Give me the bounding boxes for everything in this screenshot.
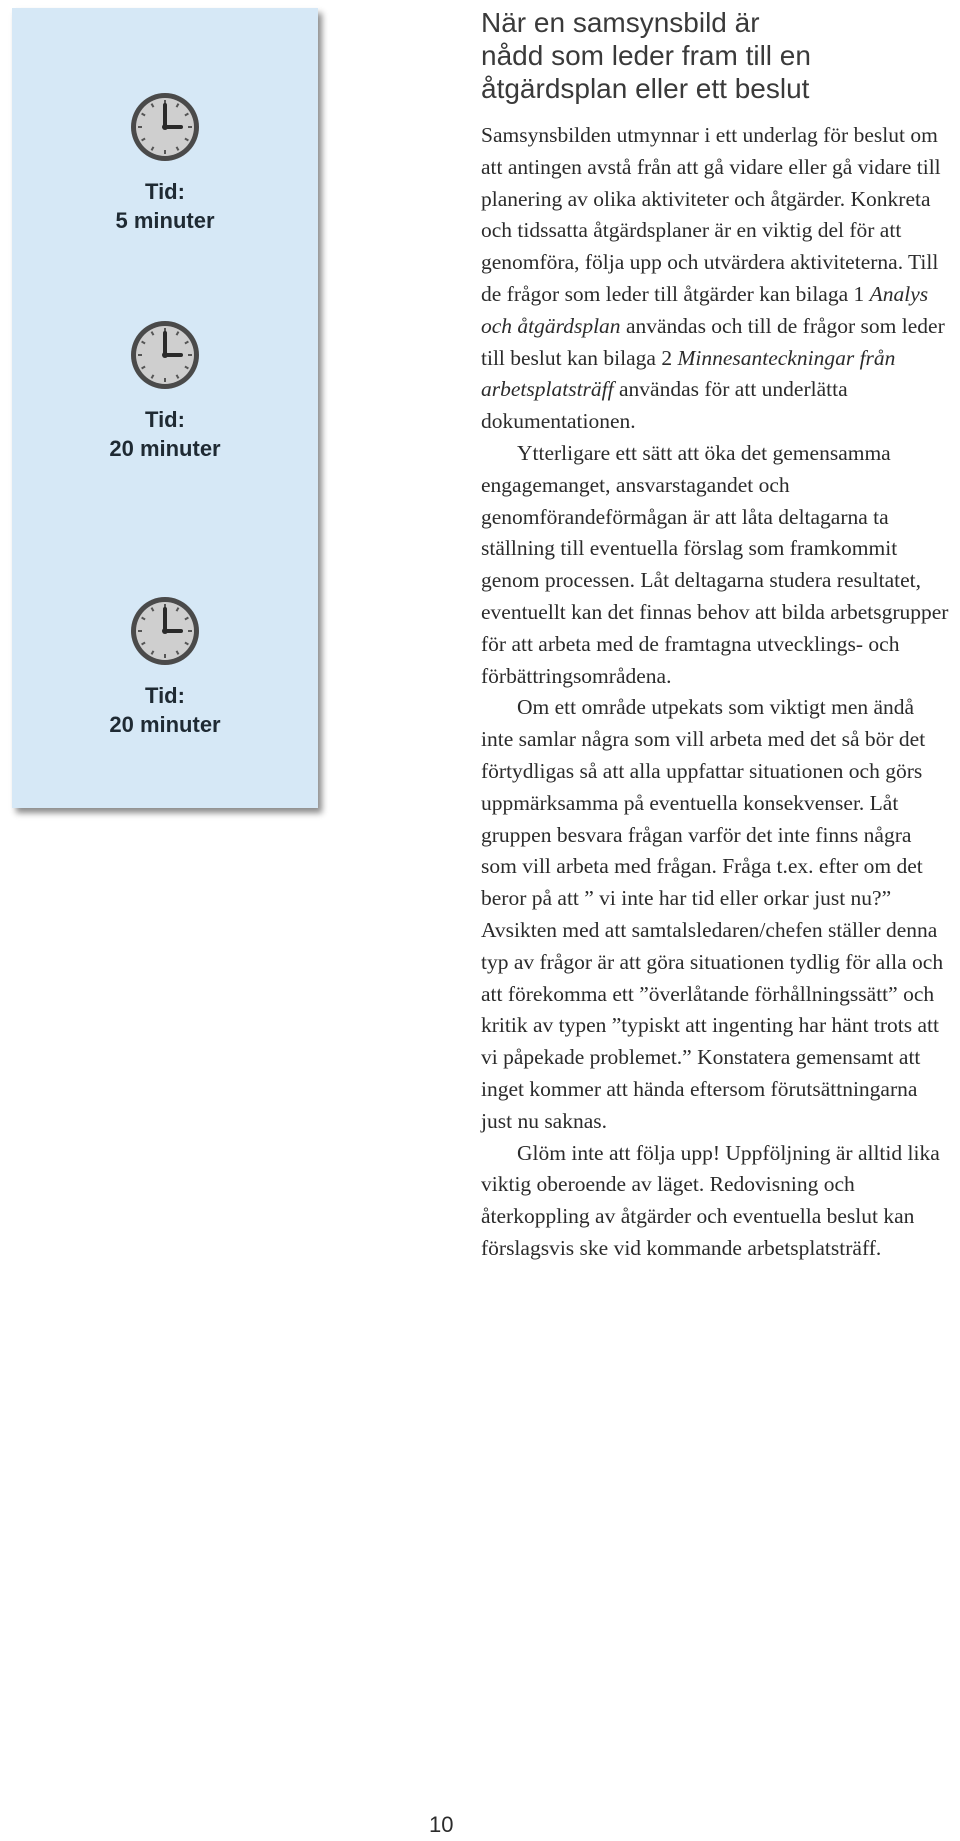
paragraph-1-text-a: Samsynsbilden utmynnar i ett underlag för beslut om att antingen avstå från att gå vidare eller gå vidare till planering av olika aktiviteter och åtgärder. Konkreta och tidssatta åtgärdsplaner är en viktig del för att genomföra, följa upp och utvärdera aktiviteterna. Till de frågor som leder till åtgärder kan bilaga 1 xyxy=(481,123,941,306)
time-block-1 xyxy=(12,90,318,235)
page-number: 10 xyxy=(429,1812,454,1837)
time-block-2 xyxy=(12,318,318,463)
main-content xyxy=(481,6,951,1265)
section-heading xyxy=(481,6,951,105)
heading-line-1: När en samsynsbild är xyxy=(481,7,760,38)
paragraph-1-text-b: användas och till de frågor som leder till beslut kan bilaga 2 xyxy=(481,313,945,370)
heading-line-3: åtgärdsplan eller ett beslut xyxy=(481,73,810,104)
paragraph-4: Glöm inte att följa upp! Uppföljning är alltid lika viktig oberoende av läget. Redovisning och återkoppling av åtgärder och eventuella beslut kan förslagsvis ske vid kommande arbetsplatsträff. xyxy=(481,1140,940,1260)
time-block-3 xyxy=(12,594,318,739)
heading-line-2: nådd som leder fram till en xyxy=(481,40,811,71)
time-label xyxy=(12,405,318,463)
time-label xyxy=(12,177,318,235)
paragraph-3: Om ett område utpekats som viktigt men ändå inte samlar några som vill arbeta med det så bör det förtydligas så att alla uppfattar situationen och görs uppmärksamma på eventuella konsekvenser. Låt gruppen besvara frågan varför det inte finns några som vill arbeta med frågan. Fråga t.ex. efter om det beror på att ” vi inte har tid eller orkar just nu?” Avsikten med att samtalsledaren/chefen ställer denna typ av frågor är att göra situationen tydlig för alla och att förekomma ett ”överlåtande förhållningssätt” och kritik av typen ”typiskt att ingenting har hänt trots att vi påpekade problemet.” Konstatera gemensamt att inget kommer att hända eftersom förutsättningarna just nu saknas. xyxy=(481,695,944,1133)
time-label-prefix: Tid: xyxy=(145,683,185,708)
time-label-prefix: Tid: xyxy=(145,407,185,432)
paragraph-2: Ytterligare ett sätt att öka det gemensamma engagemanget, ansvarstagandet och genomförandeförmågan är att låta deltagarna ta ställning till eventuella förslag som framkommit genom processen. Låt deltagarna studera resultatet, eventuellt kan det finnas behov att bilda arbetsgrupper för att arbeta med de framtagna utvecklings- och förbättringsområdena. xyxy=(481,440,949,688)
clock-icon xyxy=(128,594,202,668)
paragraph-1-text-c: användas för att underlätta dokumentationen. xyxy=(481,377,848,434)
time-label-value: 5 minuter xyxy=(115,208,215,233)
clock-icon xyxy=(128,318,202,392)
time-label-prefix: Tid: xyxy=(145,179,185,204)
paragraph-1 xyxy=(481,120,951,438)
clock-icon xyxy=(128,90,202,164)
paragraph-1-italic-a: Analys och åtgärdsplan xyxy=(481,281,929,338)
paragraph-1-italic-b: Minnesanteckningar från arbetsplatsträff xyxy=(481,345,896,402)
time-label-value: 20 minuter xyxy=(109,712,221,737)
time-label xyxy=(12,681,318,739)
time-sidebar xyxy=(12,8,318,808)
time-label-value: 20 minuter xyxy=(109,436,221,461)
